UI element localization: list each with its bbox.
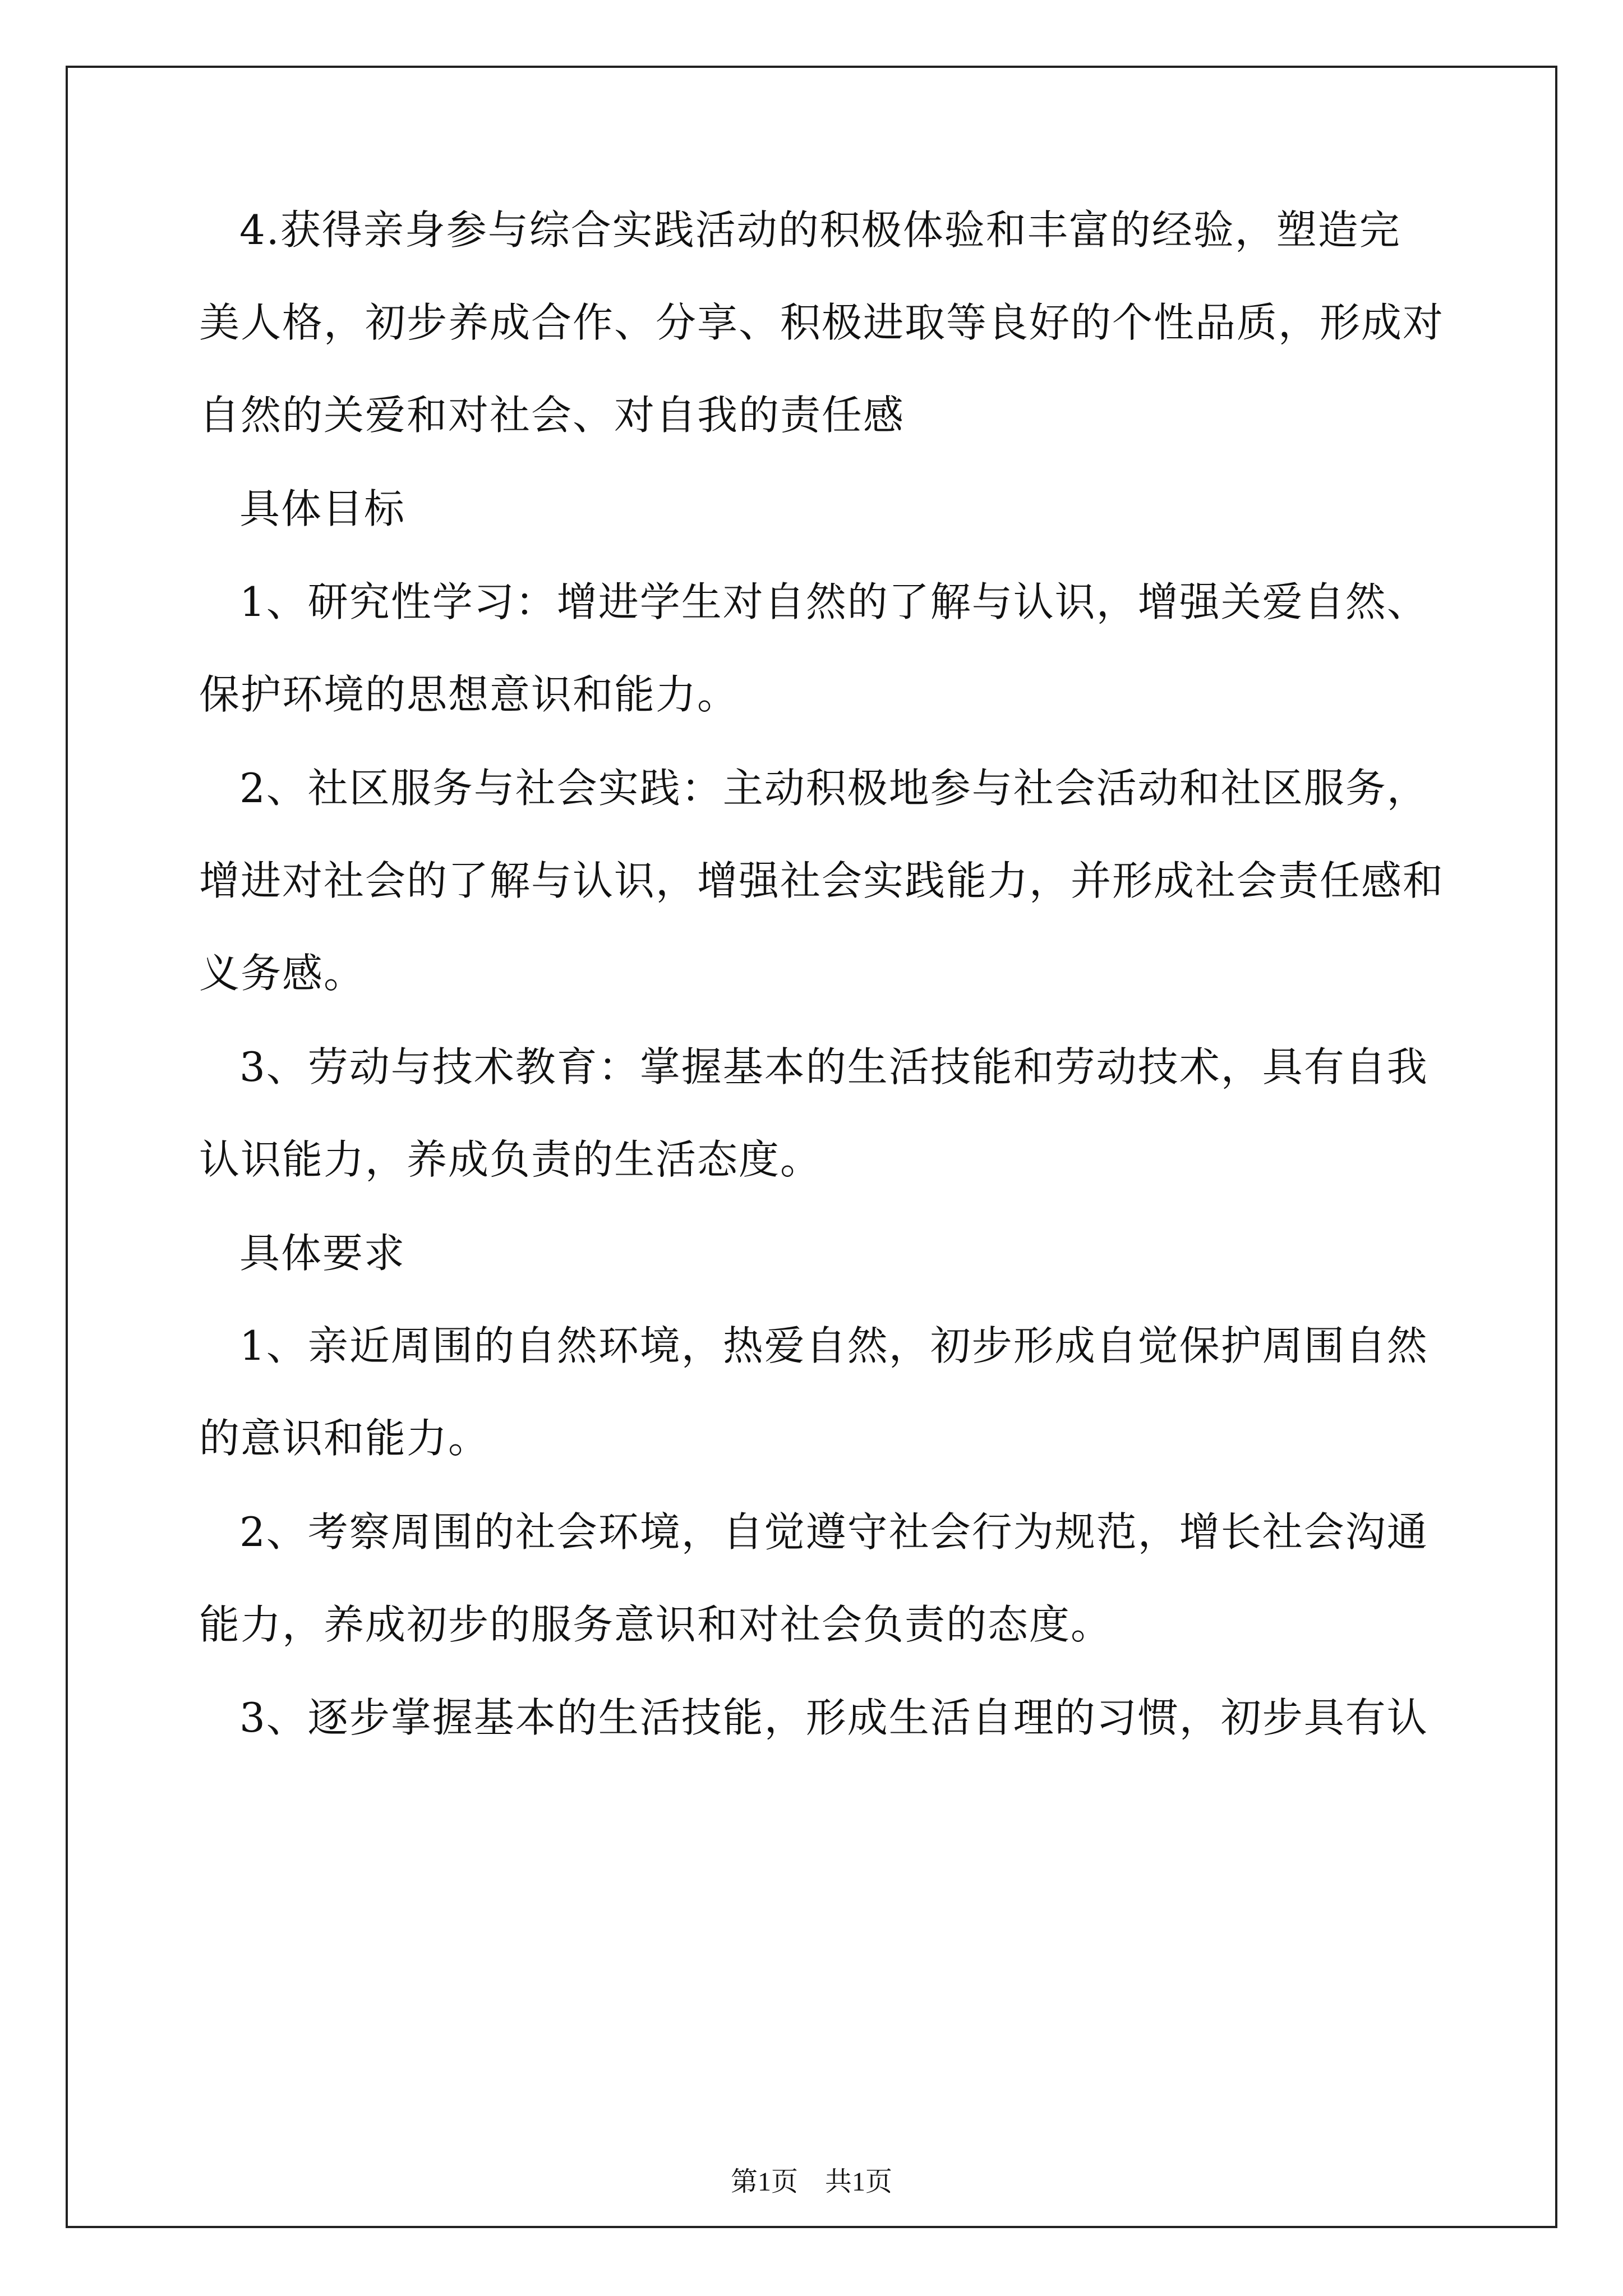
paragraph-line: 2、考察周围的社会环境，自觉遵守社会行为规范，增长社会沟通: [239, 1508, 1428, 1556]
paragraph-line: 认识能力，养成负责的生活态度。: [199, 1136, 822, 1183]
paragraph-line: 美人格，初步养成合作、分享、积极进取等良好的个性品质，形成对: [199, 299, 1445, 346]
paragraph-line: 4.获得亲身参与综合实践活动的积极体验和丰富的经验，塑造完: [239, 206, 1401, 254]
paragraph-line: 3、逐步掌握基本的生活技能，形成生活自理的习惯，初步具有认: [239, 1694, 1428, 1741]
section-heading: 具体目标: [239, 485, 406, 532]
paragraph-line: 自然的关爱和对社会、对自我的责任感: [199, 392, 905, 439]
page-footer: 第1页 共1页: [730, 2167, 892, 2197]
section-heading: 具体要求: [239, 1230, 406, 1277]
paragraph-line: 保护环境的思想意识和能力。: [199, 671, 739, 718]
paragraph-line: 1、研究性学习：增进学生对自然的了解与认识，增强关爱自然、: [239, 578, 1428, 625]
paragraph-line: 能力，养成初步的服务意识和对社会负责的态度。: [199, 1601, 1113, 1648]
paragraph-line: 2、社区服务与社会实践：主动积极地参与社会活动和社区服务，: [239, 765, 1428, 812]
paragraph-line: 的意识和能力。: [199, 1415, 490, 1462]
paragraph-line: 增进对社会的了解与认识，增强社会实践能力，并形成社会责任感和: [199, 857, 1445, 904]
paragraph-line: 义务感。: [199, 950, 366, 997]
paragraph-line: 1、亲近周围的自然环境，热爱自然，初步形成自觉保护周围自然: [239, 1322, 1428, 1369]
paragraph-line: 3、劳动与技术教育：掌握基本的生活技能和劳动技术，具有自我: [239, 1043, 1428, 1091]
